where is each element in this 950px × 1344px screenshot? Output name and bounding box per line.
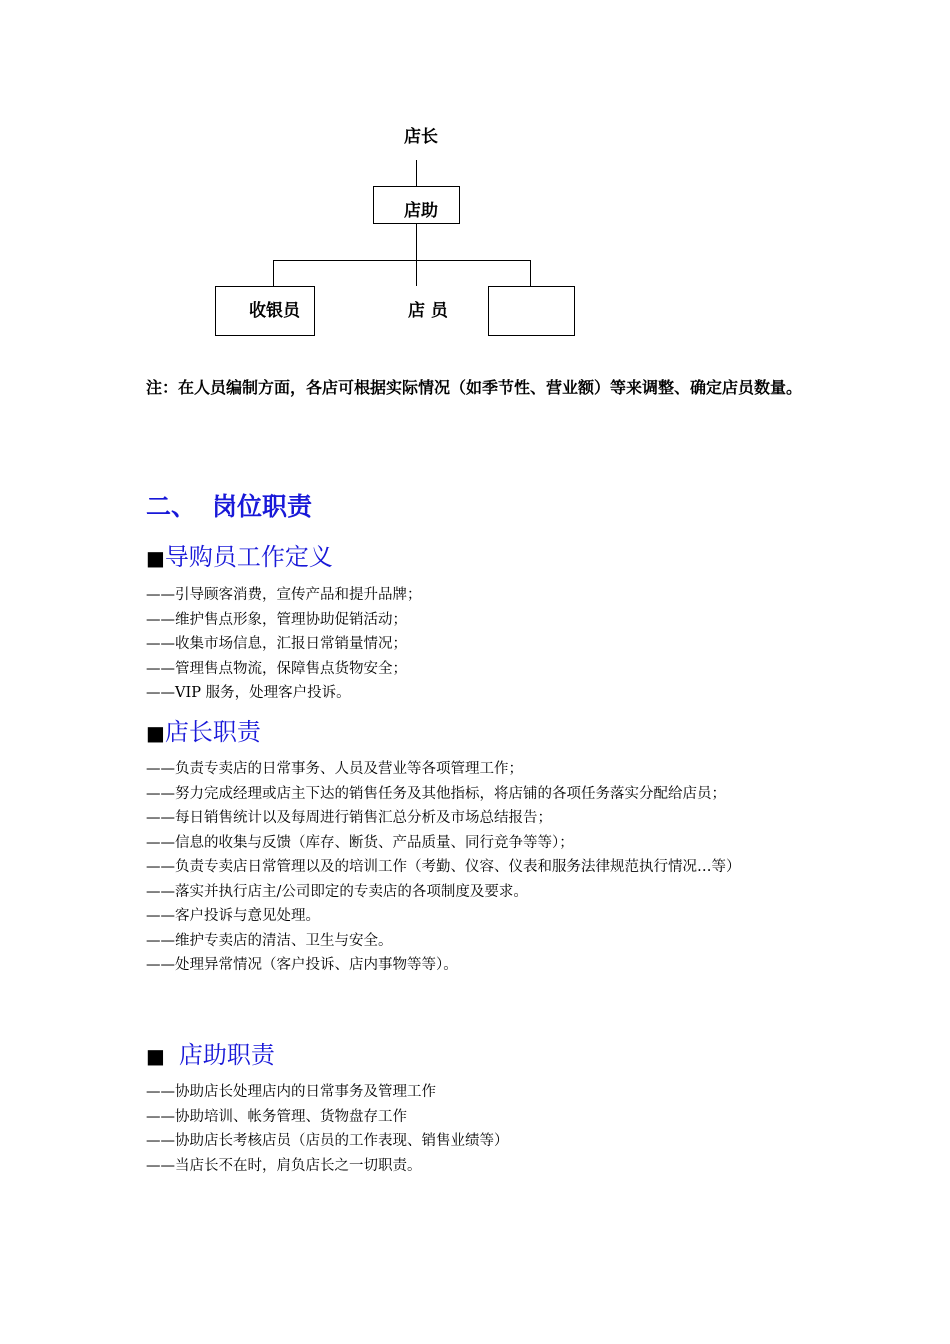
list-item: ——落实并执行店主/公司即定的专卖店的各项制度及要求。 (146, 883, 528, 900)
list-item: ——处理异常情况（客户投诉、店内事物等等）。 (146, 957, 458, 973)
list-item: ——管理售点物流，保障售点货物安全； (146, 660, 407, 677)
org-connector (530, 260, 531, 286)
list-item: ——负责专卖店的日常事务、人员及营业等各项管理工作； (146, 761, 523, 777)
square-bullet-icon: ■ (146, 721, 165, 745)
list-item: ——努力完成经理或店主下达的销售任务及其他指标，将店铺的各项任务落实分配给店员； (146, 785, 726, 802)
org-node-cashier: 收银员 (249, 301, 300, 321)
org-connector (273, 260, 274, 286)
list-item: ——VIP 服务，处理客户投诉。 (146, 685, 351, 701)
org-box-empty (488, 286, 575, 336)
list-item: ——协助培训、帐务管理、货物盘存工作 (146, 1108, 407, 1125)
org-connector (416, 260, 417, 286)
subsection-title: 导购员工作定义 (164, 543, 333, 571)
org-node-store-manager: 店长 (404, 127, 438, 147)
org-connector (416, 160, 417, 186)
staffing-note: 注：在人员编制方面，各店可根据实际情况（如季节性、营业额）等来调整、确定店员数量。 (146, 378, 803, 397)
subsection-heading-store-manager (146, 717, 261, 748)
org-node-assistant-manager: 店助 (404, 201, 438, 221)
list-item: ——信息的收集与反馈（库存、断货、产品质量、同行竞争等等）； (146, 834, 574, 851)
square-bullet-icon: ■ (146, 546, 165, 570)
subsection-heading-assistant-manager (146, 1040, 275, 1071)
subsection-heading-sales-guide (146, 542, 333, 573)
org-connector (416, 224, 417, 261)
list-item: ——客户投诉与意见处理。 (146, 908, 320, 924)
org-horizontal-connector (273, 260, 531, 261)
duty-list-store-manager (146, 757, 826, 978)
list-item: ——当店长不在时，肩负店长之一切职责。 (146, 1157, 422, 1174)
list-item: ——维护专卖店的清洁、卫生与安全。 (146, 932, 393, 949)
org-chart (0, 0, 950, 360)
section-number: 二、 (146, 492, 197, 521)
list-item: ——负责专卖店日常管理以及的培训工作（考勤、仪容、仪表和服务法律规范执行情况…等） (146, 859, 741, 875)
square-bullet-icon: ■ (146, 1044, 165, 1068)
section-heading (146, 492, 312, 522)
subsection-title: 店长职责 (164, 718, 261, 746)
org-node-clerk: 店 员 (408, 301, 448, 321)
duty-list-assistant-manager (146, 1080, 826, 1178)
list-item: ——协助店长处理店内的日常事务及管理工作 (146, 1084, 436, 1100)
subsection-title: 店助职责 (178, 1041, 275, 1069)
list-item: ——引导顾客消费，宣传产品和提升品牌； (146, 587, 422, 603)
section-title: 岗位职责 (212, 492, 313, 521)
list-item: ——维护售点形象，管理协助促销活动； (146, 611, 407, 628)
list-item: ——收集市场信息，汇报日常销量情况； (146, 636, 407, 652)
list-item: ——协助店长考核店员（店员的工作表现、销售业绩等） (146, 1133, 509, 1149)
list-item: ——每日销售统计以及每周进行销售汇总分析及市场总结报告； (146, 810, 552, 826)
duty-list-sales-guide (146, 583, 826, 706)
